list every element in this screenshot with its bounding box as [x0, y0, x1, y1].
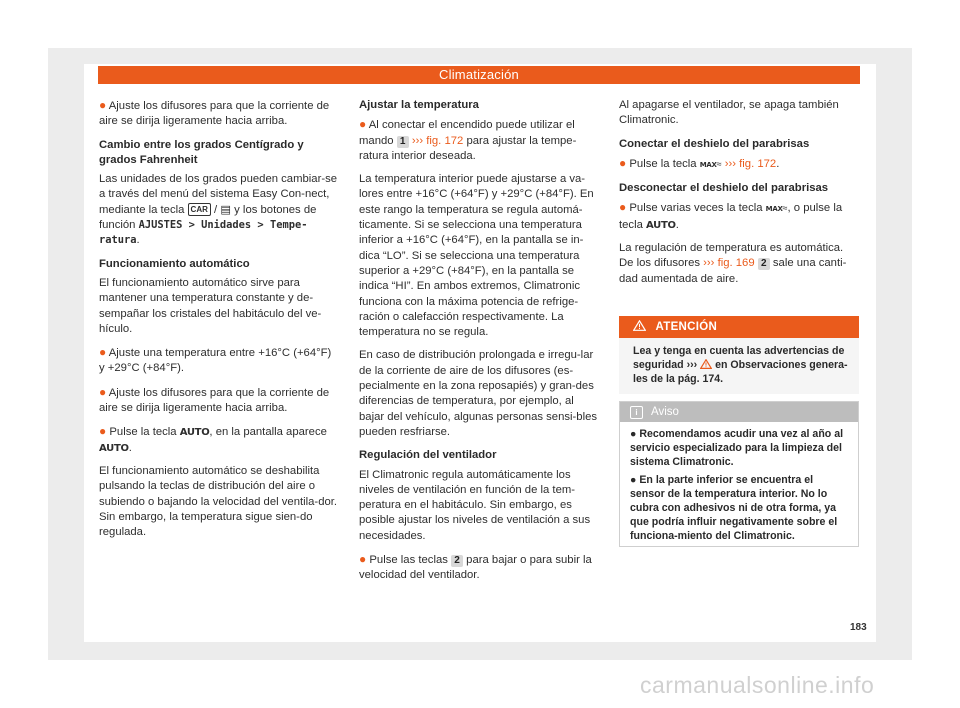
punctuation: .	[128, 441, 132, 454]
bullet-icon: ●	[99, 98, 107, 112]
punctuation: .	[776, 157, 780, 170]
paragraph-auto: El funcionamiento automático sirve para mantener una temperatura constante y de-sempañar los cristales del habitáculo del ve-hículo.	[99, 276, 322, 335]
info-icon: i	[630, 406, 643, 419]
column-1	[99, 98, 339, 548]
callout-number: 1	[397, 136, 409, 148]
paragraph-text: Las unidades de los grados pueden cambiar-se a través del menú del sistema Easy Con-nect, mediante la tecla	[99, 173, 338, 216]
warning-icon	[633, 320, 646, 331]
figure-link[interactable]: ››› fig. 172	[411, 134, 464, 147]
warning-icon	[700, 359, 712, 369]
bullet-paragraph	[99, 345, 339, 377]
bullet-icon: ●	[359, 552, 367, 567]
warning-text-part: Lea y tenga en cuenta las advertencias de seguridad ›››	[633, 345, 845, 371]
section-title: Climatización	[439, 67, 519, 82]
bullet-paragraph	[99, 424, 339, 456]
menu-path: AJUSTES > Unidades > Tempe-ratura	[99, 219, 308, 247]
bullet-text: Al conectar el encendido puede utilizar el mando	[359, 119, 575, 147]
auto-key-icon: AUTO	[179, 427, 210, 439]
column-3	[619, 98, 859, 295]
paragraph-text: La regulación de temperatura es automática. De los difusores	[619, 242, 844, 270]
section-header	[98, 66, 860, 84]
figure-link[interactable]: ››› fig. 169	[703, 257, 755, 270]
punctuation: .	[675, 218, 679, 231]
note-body	[620, 422, 858, 544]
bullet-paragraph	[99, 385, 339, 417]
defrost-icon: ≈	[716, 158, 722, 169]
page-number: 183	[850, 622, 867, 633]
note-box	[619, 401, 859, 547]
warning-text-part: en Observaciones genera-les de la pág. 174.	[633, 359, 848, 385]
bullet-text: Ajuste los difusores para que la corriente de aire se dirija ligeramente hacia arriba.	[99, 100, 330, 128]
bullet-text: Pulse varias veces la tecla	[629, 202, 763, 215]
paragraph-fan-off: Al apagarse el ventilador, se apaga también Climatronic.	[619, 99, 839, 127]
bullet-icon: ●	[359, 117, 367, 132]
bullet-icon: ●	[99, 384, 107, 399]
auto-key-icon: AUTO	[646, 219, 676, 231]
note-item-text: Recomendamos acudir una vez al año al servicio especializado para la limpieza del sistema Climatronic.	[630, 428, 844, 469]
heading-temperature: Ajustar la temperatura	[359, 99, 479, 111]
bullet-paragraph	[359, 552, 599, 584]
bullet-text: Pulse las teclas	[369, 554, 448, 567]
bullet-text: Ajuste una temperatura entre +16°C (+64°F) y +29°C (+84°F).	[99, 347, 332, 375]
warning-box	[619, 316, 859, 394]
bullet-paragraph	[619, 156, 859, 173]
warning-title: ATENCIÓN	[655, 321, 718, 333]
bullet-icon: ●	[619, 155, 627, 170]
bullet-icon: ●	[99, 424, 107, 439]
heading-units: Cambio entre los grados Centígrado y grados Fahrenheit	[99, 138, 304, 166]
max-defrost-key-icon: MAX	[765, 205, 783, 214]
bullet-text: para ajustar la tempe-ratura interior deseada.	[359, 134, 577, 162]
bullet-text: para bajar o para subir la velocidad del ventilador.	[359, 554, 592, 582]
paragraph-distribution: En caso de distribución prolongada e irregu-lar de la corriente de aire de los difusores (es-pecialmente en la zona reposapiés) y gran-des diferencias de temperatura, por ejemplo, al bajar del vehículo, algunas personas sensi-bles pueden resfriarse.	[359, 349, 598, 438]
paragraph-units	[99, 172, 339, 248]
warning-header	[619, 316, 859, 338]
watermark: carmanualsonline.info	[640, 672, 875, 698]
paragraph-auto-off: El funcionamiento automático se deshabilita pulsando la teclas de distribución del aire o subiendo o bajando la velocidad del ventila-dor. Sin embargo, la temperatura sigue sien-do regulada.	[99, 464, 338, 539]
heading-defrost-on: Conectar el deshielo del parabrisas	[619, 137, 810, 150]
bullet-text: , o pulse la tecla	[619, 202, 843, 231]
bullet-paragraph	[359, 117, 599, 164]
punctuation: .	[136, 234, 140, 247]
paragraph-text: y los botones de función	[99, 203, 317, 232]
bullet-icon: ●	[99, 345, 107, 360]
bullet-paragraph	[619, 200, 859, 233]
max-defrost-key-icon: MAX	[699, 160, 717, 169]
note-item: ● En la parte inferior se encuentra el sensor de la temperatura interior. No lo cubra con adhesivos ni de otra forma, ya que podría influir negativamente sobre el funciona-miento del Climatronic.	[630, 473, 838, 543]
bullet-text: Pulse la tecla	[629, 157, 697, 170]
paragraph-text: sale una canti-dad aumentada de aire.	[619, 257, 847, 285]
settings-icon: ▤	[220, 203, 231, 216]
paragraph-fan: El Climatronic regula automáticamente los niveles de ventilación en función de la tem-peratura en el habitáculo. Sin embargo, es posible ajustar los niveles de ventilación a sus necesidades.	[359, 468, 591, 542]
heading-defrost-off: Desconectar el deshielo del parabrisas	[619, 182, 829, 195]
bullet-paragraph	[99, 98, 339, 130]
slash-text: /	[214, 203, 218, 216]
column-2	[359, 98, 599, 592]
auto-display-text: AUTO	[99, 442, 129, 454]
bullet-icon: ●	[619, 200, 627, 215]
paragraph-regulation	[619, 241, 859, 287]
note-item-text: En la parte inferior se encuentra el sensor de la temperatura interior. No lo cubra con adhesivos ni de otra forma, ya que podría influir negativamente sobre el funciona-miento del Climatronic.	[630, 473, 838, 543]
note-header	[620, 402, 858, 422]
note-title: Aviso	[651, 406, 679, 418]
heading-auto: Funcionamiento automático	[99, 257, 250, 270]
callout-number: 2	[758, 258, 770, 270]
heading-fan: Regulación del ventilador	[359, 449, 497, 462]
figure-link[interactable]: ››› fig. 172	[724, 157, 777, 170]
bullet-text: Pulse la tecla	[109, 426, 177, 439]
car-key-icon: CAR	[188, 203, 211, 216]
warning-text	[619, 338, 859, 386]
defrost-icon: ≈	[782, 203, 788, 214]
callout-number: 2	[451, 555, 463, 567]
paragraph-temperature: La temperatura interior puede ajustarse a va-lores entre +16°C (+64°F) y +29°C (+84°F). En este rango la temperatura se regula automá-ticamente. Si se selecciona una temperatura inferior a +16°C (+64°F), en la pantalla se in-dica “LO”. Si se selecciona una temperatura superior a +29°C (+84°F), en la pantalla se indica “HI”. En ambos extremos, Climatronic funciona con la máxima potencia de refrige-ración o calefacción respectivamente. La temperatura no se regula.	[359, 173, 594, 339]
note-item: ● Recomendamos acudir una vez al año al servicio especializado para la limpieza del sistema Climatronic.	[630, 428, 844, 469]
bullet-text: Ajuste los difusores para que la corriente de aire se dirija ligeramente hacia arriba.	[99, 386, 330, 415]
bullet-text: , en la pantalla aparece	[209, 426, 327, 439]
